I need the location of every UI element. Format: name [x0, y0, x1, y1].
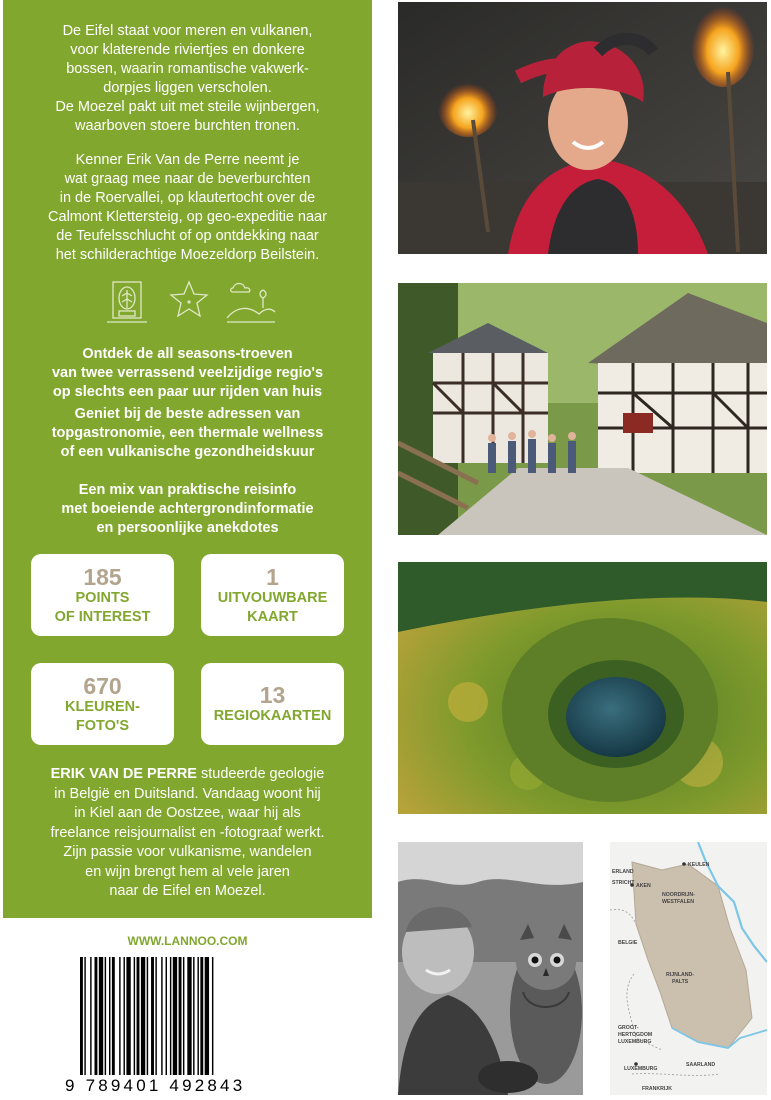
stat-number: 185	[83, 564, 122, 590]
bio-line: Zijn passie voor vulkanisme, wandelen	[63, 844, 312, 860]
map-label-netherlands: ERLAND	[612, 869, 634, 875]
intro-line: bossen, waarin romantische vakwerk-	[66, 61, 309, 77]
intro-line: waarboven stoere burchten tronen.	[75, 118, 300, 134]
barcode-bar	[183, 957, 184, 1075]
barcode	[80, 957, 280, 1075]
stat-label: KLEUREN-	[65, 699, 140, 715]
highlight-line: Een mix van praktische reisinfo	[78, 482, 297, 498]
intro-line: het schilderachtige Moezeldorp Beilstein.	[55, 247, 320, 263]
bio-line: studeerde geologie	[196, 766, 325, 782]
intro-line: de Teufelsschlucht of op ontdekking naar	[56, 228, 319, 244]
barcode-bar	[119, 957, 120, 1075]
barcode-bar	[141, 957, 145, 1075]
barcode-bar	[109, 957, 110, 1075]
intro-line: Kenner Erik Van de Perre neemt je	[75, 152, 300, 168]
barcode-bar	[155, 957, 156, 1075]
isbn-number: 9 789401 492843	[65, 1076, 246, 1095]
author-name: ERIK VAN DE PERRE	[50, 766, 197, 782]
barcode-bar	[80, 957, 83, 1075]
intro-line: dorpjes liggen verscholen.	[103, 80, 272, 96]
stat-box-map	[201, 554, 344, 636]
stat-number: 1	[266, 564, 279, 590]
intro-line: De Moezel pakt uit met steile wijnbergen,	[55, 99, 320, 115]
stat-label: REGIOKAARTEN	[213, 708, 332, 724]
stat-label: OF INTEREST	[54, 609, 151, 625]
barcode-bar	[205, 957, 209, 1075]
barcode-bar	[166, 957, 167, 1075]
barcode-bar	[134, 957, 135, 1075]
stat-label: POINTS	[75, 590, 130, 606]
bio-line: in Kiel aan de Oostzee, waar hij als	[74, 805, 301, 821]
map-label-lux-1: GROOT-	[618, 1025, 639, 1031]
barcode-bar	[99, 957, 103, 1075]
barcode-bar	[124, 957, 125, 1075]
map-label-saarland: SAARLAND	[686, 1062, 716, 1068]
highlight-3	[3, 481, 372, 538]
barcode-bar	[179, 957, 182, 1075]
barcode-bar	[170, 957, 171, 1075]
barcode-bar	[112, 957, 115, 1075]
photo-timbered-village	[398, 283, 767, 535]
intro-line: Calmont Klettersteig, op geo-expeditie naar	[48, 209, 327, 225]
map-label-luxembourg-city: LUXEMBURG	[624, 1066, 658, 1072]
barcode-bar	[197, 957, 198, 1075]
barcode-bar	[200, 957, 203, 1075]
star-icon	[167, 278, 211, 326]
map-label-aachen: AKEN	[636, 883, 651, 889]
bio-line: freelance reisjournalist en -fotograaf werkt.	[50, 824, 325, 841]
stat-label: KAART	[247, 609, 298, 625]
author-bio	[3, 765, 372, 902]
landscape-icon	[225, 278, 277, 326]
publisher-url[interactable]: WWW.LANNOO.COM	[127, 934, 248, 948]
bio-line: en wijn brengt hem al vele jaren	[85, 863, 290, 880]
back-cover-panel	[3, 0, 372, 918]
intro-line: wat graag mee naar de beverburchten	[64, 171, 311, 187]
barcode-bar	[84, 957, 85, 1075]
map-label-france: FRANKRIJK	[642, 1086, 672, 1092]
map-label-rlp-1: RIJNLAND-	[666, 972, 694, 978]
map-label-nrw-1: NOORDRIJN-	[662, 892, 695, 898]
bio-line: naar de Eifel en Moezel.	[109, 883, 266, 899]
highlight-1	[3, 345, 372, 402]
highlight-2	[3, 405, 372, 462]
intro-line: voor klaterende riviertjes en donkere	[70, 42, 305, 58]
stat-number: 670	[83, 673, 122, 699]
map-label-cologne: KEULEN	[688, 862, 710, 868]
intro-paragraph-2	[3, 151, 372, 265]
highlight-line: met boeiende achtergrondinformatie	[61, 501, 314, 517]
photo-jester-fire	[398, 2, 767, 254]
barcode-bar	[173, 957, 177, 1075]
barcode-bar	[161, 957, 162, 1075]
barcode-bar	[95, 957, 98, 1075]
stat-box-region-maps	[201, 663, 344, 745]
map-label-maastricht: STRICHT	[612, 880, 635, 886]
feature-icons	[105, 278, 275, 328]
barcode-bar	[187, 957, 191, 1075]
highlight-line: Ontdek de all seasons-troeven	[82, 346, 293, 362]
highlight-line: Geniet bij de beste adressen van	[74, 406, 301, 422]
highlight-line: of een vulkanische gezondheidskuur	[60, 444, 315, 460]
stat-label: FOTO'S	[75, 718, 130, 734]
stat-number: 13	[259, 682, 286, 708]
map-label-lux-3: LUXEMBURG	[618, 1039, 652, 1045]
map-label-belgium: BELGIE	[618, 940, 638, 946]
highlight-line: topgastronomie, een thermale wellness	[51, 425, 324, 441]
barcode-bar	[105, 957, 106, 1075]
highlight-line: van twee verrassend veelzijdige regio's	[51, 365, 324, 381]
map-label-nrw-2: WESTFALEN	[662, 899, 694, 905]
monument-icon	[105, 278, 149, 326]
intro-line: in de Roervallei, op klautertocht over de	[59, 190, 316, 206]
region-map	[610, 842, 767, 1095]
photo-crater-lake	[398, 562, 767, 814]
highlight-line: en persoonlijke anekdotes	[96, 520, 279, 536]
barcode-bar	[90, 957, 91, 1075]
barcode-bar	[147, 957, 148, 1075]
photo-author-with-owl	[398, 842, 583, 1095]
map-label-rlp-2: PALTS	[672, 979, 689, 985]
bio-line: in België en Duitsland. Vandaag woont hij	[54, 785, 321, 802]
barcode-bar	[126, 957, 130, 1075]
stat-label: UITVOUWBARE	[217, 590, 328, 606]
barcode-bar	[151, 957, 154, 1075]
barcode-bar	[212, 957, 213, 1075]
stat-box-points-of-interest	[31, 554, 174, 636]
barcode-bar	[137, 957, 140, 1075]
map-label-lux-2: HERTOGDOM	[618, 1032, 653, 1038]
barcode-bar	[193, 957, 194, 1075]
intro-paragraph-1	[3, 22, 372, 136]
stat-box-photos	[31, 663, 174, 745]
highlight-line: op slechts een paar uur rijden van huis	[52, 384, 323, 400]
intro-line: De Eifel staat voor meren en vulkanen,	[62, 23, 313, 39]
